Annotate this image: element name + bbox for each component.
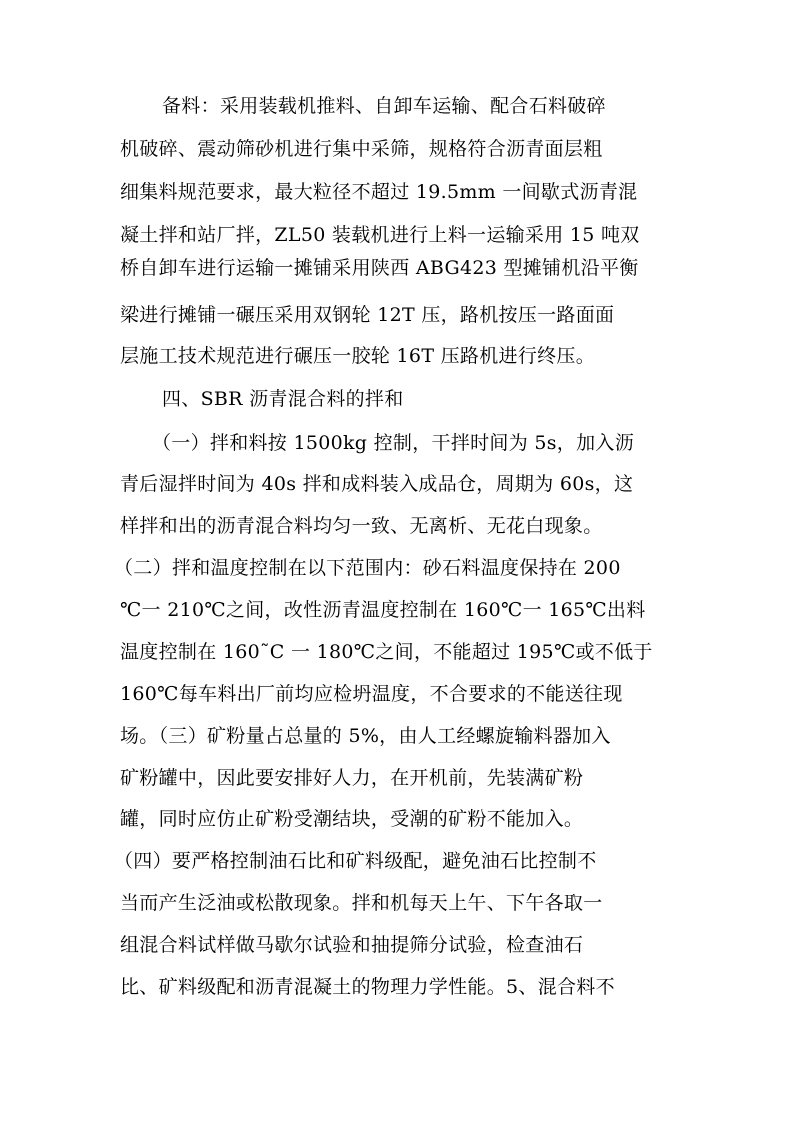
section-heading: 四、SBR 沥青混合料的拌和 — [162, 388, 404, 410]
paragraph-line: 当而产生泛油或松散现象。拌和机每天上午、下午各取一 — [120, 892, 603, 914]
paragraph-line: 组混合料试样做马歇尔试验和抽提筛分试验，检查油石 — [120, 934, 584, 956]
paragraph-line: 桥自卸车进行运输一摊铺采用陕西 ABG423 型摊铺机沿平衡 — [120, 257, 639, 279]
paragraph-line: 凝土拌和站厂拌，ZL50 装载机进行上料一运输采用 15 吨双 — [120, 224, 640, 246]
paragraph-line: 机破碎、震动筛砂机进行集中采筛，规格符合沥青面层粗 — [120, 138, 603, 160]
paragraph-line: 比、矿料级配和沥青混凝土的物理力学性能。5、混合料不 — [120, 976, 615, 998]
paragraph-line: （一）拌和料按 1500kg 控制，干拌时间为 5s，加入沥 — [152, 432, 634, 454]
paragraph-line: 矿粉罐中，因此要安排好人力，在开机前，先装满矿粉 — [120, 767, 584, 789]
paragraph-line: 备料：采用装载机推料、自卸车运输、配合石料破碎 — [162, 95, 606, 117]
paragraph-line: 温度控制在 160˜C 一 180℃之间，不能超过 195℃或不低于 — [120, 641, 653, 663]
paragraph-line: 层施工技术规范进行碾压一胶轮 16T 压路机进行终压。 — [120, 345, 596, 367]
paragraph-line: 样拌和出的沥青混合料均匀一致、无离析、无花白现象。 — [120, 515, 603, 537]
paragraph-line: 细集料规范要求，最大粒径不超过 19.5mm 一间歇式沥青混 — [120, 181, 638, 203]
paragraph-line: 160℃每车料出厂前均应检坍温度，不合要求的不能送往现 — [120, 683, 623, 705]
paragraph-line: （四）要严格控制油石比和矿料级配，避免油石比控制不 — [114, 850, 597, 872]
paragraph-line: （二）拌和温度控制在以下范围内：砂石料温度保持在 200 — [114, 557, 621, 579]
paragraph-line: 青后湿拌时间为 40s 拌和成料装入成品仓，周期为 60s，这 — [120, 473, 634, 495]
paragraph-line: ℃一 210℃之间，改性沥青温度控制在 160℃一 165℃出料 — [120, 599, 646, 621]
paragraph-line: 梁进行摊铺一碾压采用双钢轮 12T 压，路机按压一路面面 — [120, 304, 615, 326]
paragraph-line: 场。（三）矿粉量占总量的 5%，由人工经螺旋输料器加入 — [120, 725, 611, 747]
paragraph-line: 罐，同时应仿止矿粉受潮结块，受潮的矿粉不能加入。 — [120, 808, 584, 830]
